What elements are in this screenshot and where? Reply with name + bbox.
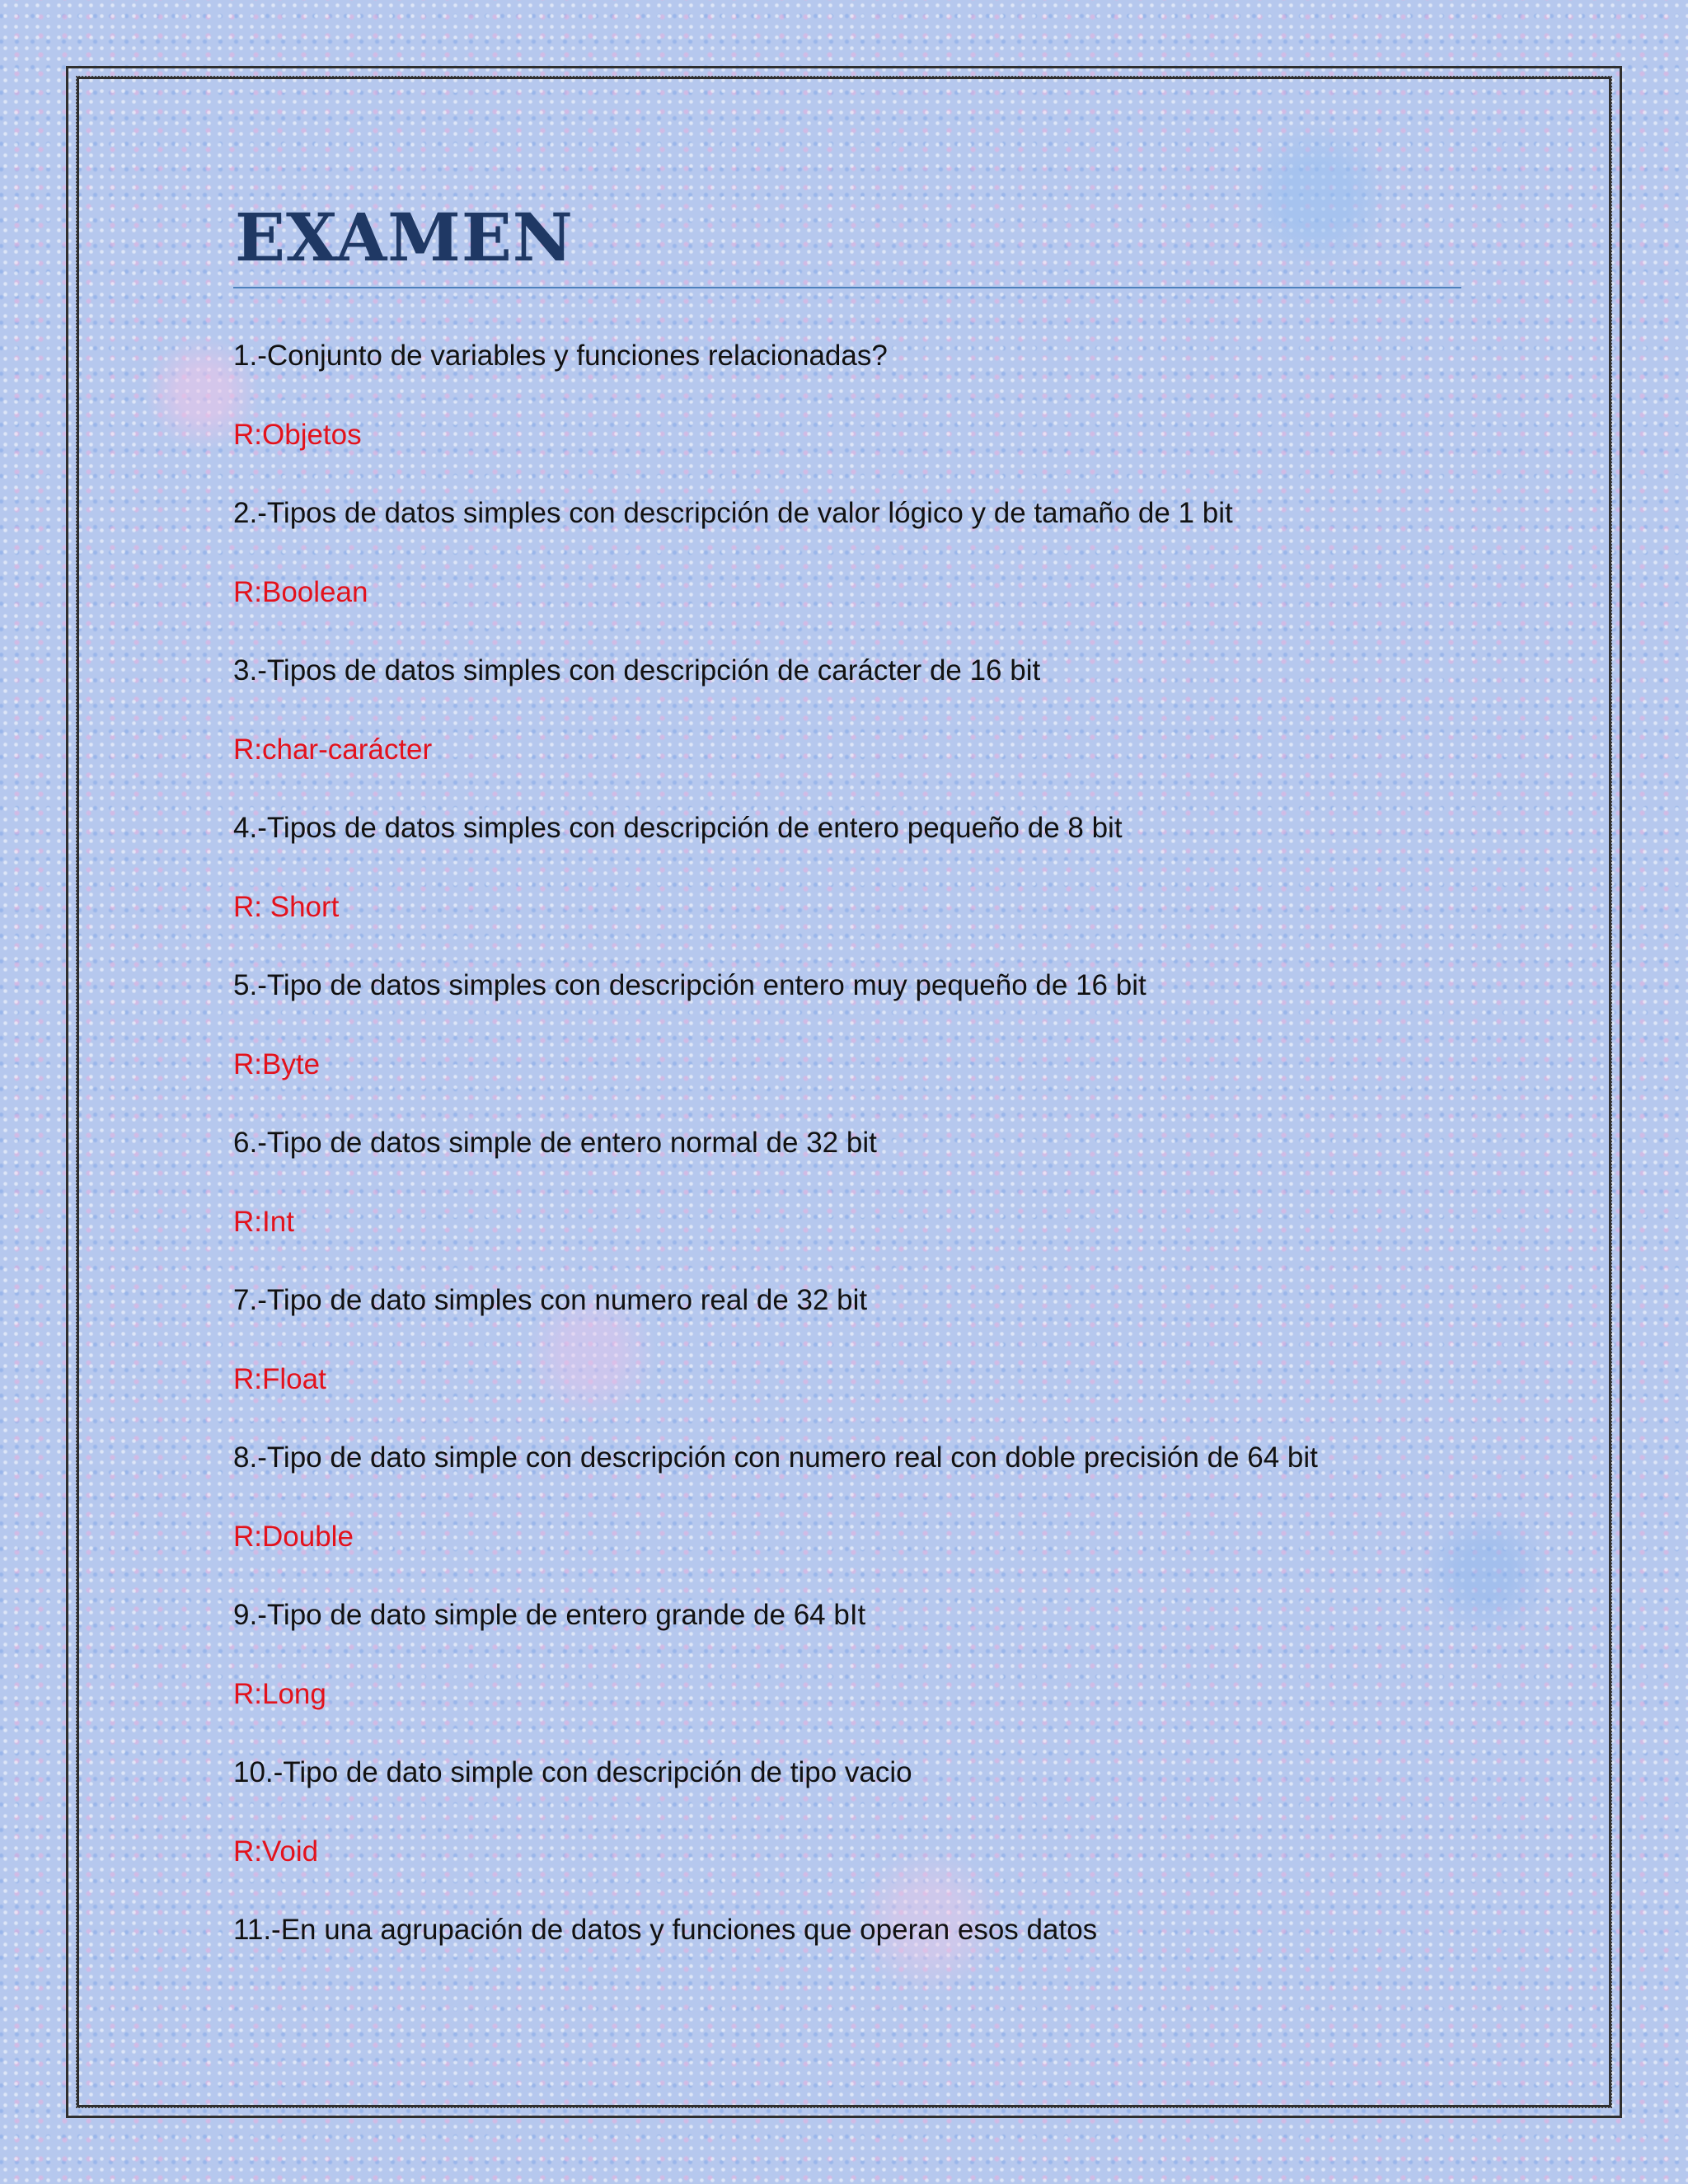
answer-2: R:Boolean <box>233 576 368 608</box>
answer-8: R:Double <box>233 1521 354 1553</box>
question-4: 4.-Tipos de datos simples con descripción de entero pequeño de 8 bit <box>233 812 1123 844</box>
question-list <box>233 331 1461 1955</box>
question-2: 2.-Tipos de datos simples con descripción de valor lógico y de tamaño de 1 bit <box>233 497 1233 529</box>
answer-10: R:Void <box>233 1835 319 1868</box>
answer-4: R: Short <box>233 891 340 923</box>
question-5: 5.-Tipo de datos simples con descripción entero muy pequeño de 16 bit <box>233 969 1146 1001</box>
page-title: EXAMEN <box>233 198 1461 288</box>
answer-7: R:Float <box>233 1363 326 1395</box>
question-10: 10.-Tipo de dato simple con descripción de tipo vacio <box>233 1756 912 1788</box>
document-content <box>233 198 1461 1955</box>
question-9: 9.-Tipo de dato simple de entero grande de 64 bIt <box>233 1599 866 1631</box>
question-1: 1.-Conjunto de variables y funciones relacionadas? <box>233 340 888 372</box>
answer-9: R:Long <box>233 1678 326 1710</box>
question-11: 11.-En una agrupación de datos y funciones que operan esos datos <box>233 1914 1098 1946</box>
question-3: 3.-Tipos de datos simples con descripción de carácter de 16 bit <box>233 654 1041 687</box>
question-6: 6.-Tipo de datos simple de entero normal de 32 bit <box>233 1127 877 1159</box>
answer-5: R:Byte <box>233 1048 321 1080</box>
question-8: 8.-Tipo de dato simple con descripción con numero real con doble precisión de 64 bit <box>233 1441 1318 1474</box>
answer-1: R:Objetos <box>233 419 362 451</box>
question-7: 7.-Tipo de dato simples con numero real de 32 bit <box>233 1284 868 1316</box>
answer-3: R:char-carácter <box>233 733 433 766</box>
answer-6: R:Int <box>233 1206 294 1238</box>
